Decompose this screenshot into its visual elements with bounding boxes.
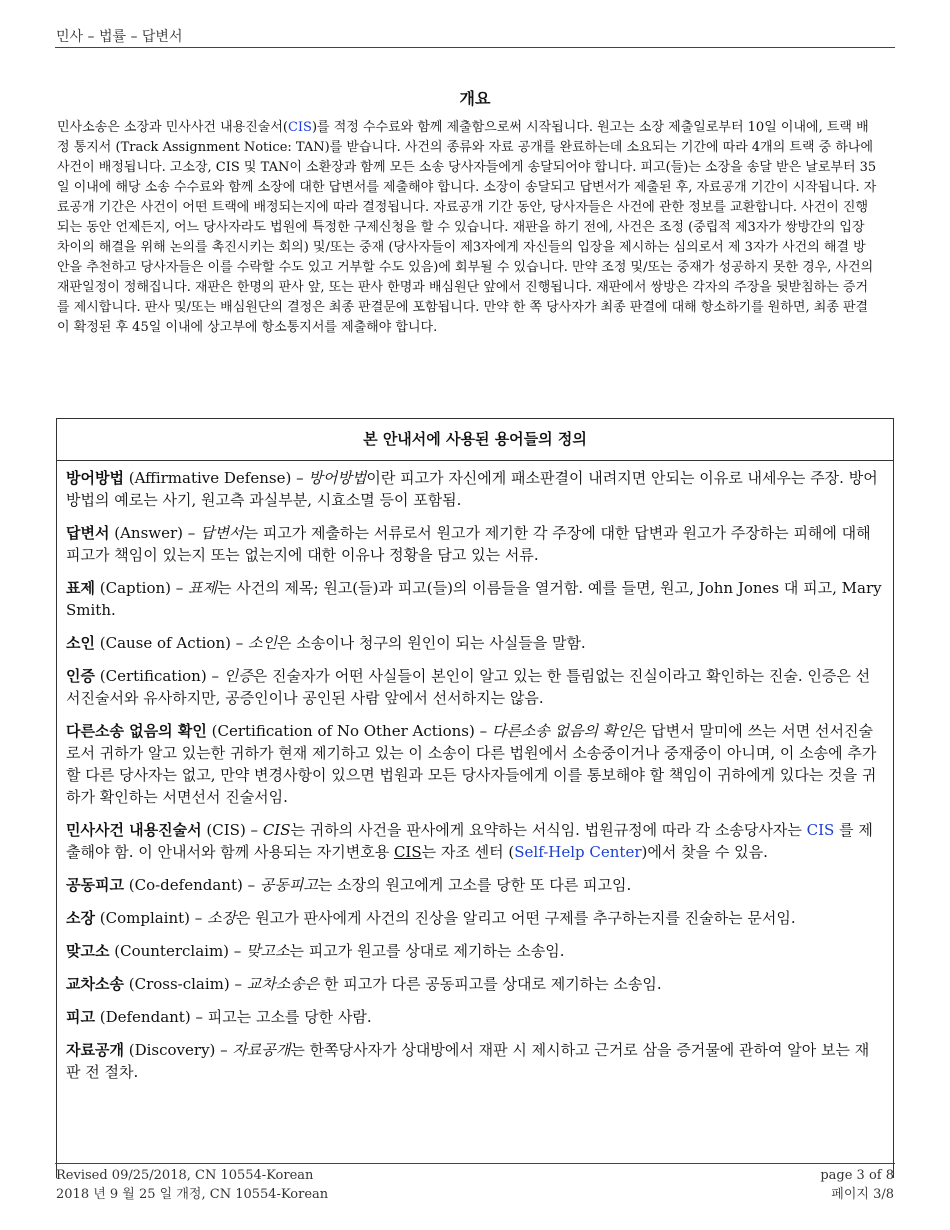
definition-discovery — [66, 1039, 883, 1083]
term-text: 은 답변서 말미에 쓰는 서면 선서진술로서 귀하가 알고 있는한 귀하가 현재 제기하고 있는 이 소송이 다른 법원에서 소송중이거나 중재중이 아니며, 이 소송에 추가할 다른 당사자는 없고, 만약 변경사항이 있으면 법원과 모든 당사자들에게 이를 통보해야 할 책임이 귀하에게 있다는 것을 귀하가 확인하는 서면선서 진술서임. — [66, 722, 877, 806]
definitions-list — [57, 461, 893, 1083]
term-text: 은 원고가 판사에게 사건의 진상을 알리고 어떤 구제를 추구하는지를 진술하는 문서임. — [236, 909, 796, 927]
definitions-box — [56, 418, 894, 1178]
term-italic: CIS — [262, 821, 291, 839]
term-label: 자료공개 — [66, 1041, 124, 1059]
term-label: 소인 — [66, 634, 95, 652]
header-divider — [55, 47, 895, 48]
cis-underlined: CIS — [393, 843, 422, 861]
term-text: 피고는 고소를 당한 사람. — [207, 1008, 372, 1026]
self-help-center-link[interactable]: Self-Help Center — [514, 843, 642, 861]
term-label: 민사사건 내용진술서 — [66, 821, 202, 839]
term-english: (Certification of No Other Actions) – — [206, 722, 492, 740]
term-italic: 다른소송 없음의 확인 — [491, 722, 632, 740]
term-english: (Cause of Action) – — [94, 634, 249, 652]
term-english: (Discovery) – — [123, 1041, 233, 1059]
term-text: )에서 찾을 수 있음. — [641, 843, 768, 861]
definition-caption — [66, 577, 883, 621]
term-english: (CIS) – — [201, 821, 263, 839]
term-label: 소장 — [66, 909, 95, 927]
definition-certification — [66, 665, 883, 709]
term-label: 방어방법 — [66, 469, 124, 487]
term-italic: 교차소송은 — [246, 975, 320, 993]
term-english: (Complaint) – — [94, 909, 208, 927]
overview-text-rest: )를 적정 수수료와 함께 제출함으로써 시작됩니다. 원고는 소장 제출일로부터 10일 이내에, 트랙 배정 통지서 (Track Assignment Notice: TAN)를 받습니다. 사건의 종류와 자료 공개를 완료하는데 소요되는 기간에 따라 4개의 트랙 중 하나에 사건이 배정됩니다. 고소장, CIS 및 TAN이 소환장과 함께 모든 소송 당사자들에게 송달되어야 합니다. 피고(들)는 소장을 송달 받은 날로부터 35일 이내에 해당 소송 수수료와 함께 소장에 대한 답변서를 제출해야 합니다. 소장이 송달되고 답변서가 제출된 후, 자료공개 기간이 시작됩니다. 자료공개 기간은 사건이 어떤 트랙에 배정되는지에 따라 결정됩니다. 자료공개 기간 동안, 당사자들은 사건에 관한 정보를 교환합니다. 사건이 진행되는 동안 언제든지, 어느 당사자라도 법원에 특정한 구제신청을 할 수 있습니다. 재판을 하기 전에, 사건은 조정 (중립적 제3자가 쌍방간의 입장 차이의 해결을 위해 논의를 촉진시키는 회의) 및/또는 중재 (당사자들이 제3자에게 자신들의 입장을 제시하는 심의로서 제 3자가 사건의 해결 방안을 추천하고 당사자들은 이를 수락할 수도 있고 거부할 수도 있음)에 회부될 수 있습니다. 만약 조정 및/또는 중재가 성공하지 못한 경우, 사건의 재판일정이 정해집니다. 재판은 한명의 판사 앞, 또는 판사 한명과 배심원단 앞에서 진행됩니다. 재판에서 쌍방은 각자의 주장을 뒷받침하는 증거를 제시합니다. 판사 및/또는 배심원단의 결정은 최종 판결문에 포함됩니다. 만약 한 쪽 당사자가 최종 판결에 대해 항소하기를 원하면, 최종 판결이 확정된 후 45일 이내에 상고부에 항소통지서를 제출해야 합니다. — [57, 120, 877, 335]
page-number-korean: 페이지 3/8 — [831, 1187, 894, 1202]
definition-defendant — [66, 1006, 883, 1028]
term-label: 공동피고 — [66, 876, 124, 894]
term-label: 답변서 — [66, 524, 110, 542]
term-english: (Defendant) – — [94, 1008, 208, 1026]
term-text: 는 사건의 제목; 원고(들)과 피고(들)의 이름들을 열거함. 예를 들면, 원고, John Jones 대 피고, Mary Smith. — [66, 579, 882, 619]
term-italic: 인증 — [223, 667, 253, 685]
definitions-title: 본 안내서에 사용된 용어들의 정의 — [57, 419, 893, 461]
term-italic: 답변서 — [200, 524, 244, 542]
term-text: 는 피고가 제출하는 서류로서 원고가 제기한 각 주장에 대한 답변과 원고가 주장하는 피해에 대해 피고가 책임이 있는지 또는 없는지에 대한 이유나 정황을 담고 있는 서류. — [66, 524, 871, 564]
definition-co-defendant — [66, 874, 883, 896]
footer-page-number — [820, 1166, 894, 1204]
footer-divider — [55, 1163, 895, 1164]
term-english: (Answer) – — [109, 524, 201, 542]
term-label: 다른소송 없음의 확인 — [66, 722, 207, 740]
term-label: 피고 — [66, 1008, 95, 1026]
term-italic: 방어방법 — [308, 469, 367, 487]
term-english: (Counterclaim) – — [109, 942, 247, 960]
term-italic: 소장 — [207, 909, 237, 927]
page-number-english: page 3 of 8 — [820, 1168, 894, 1183]
footer-revision-korean: 2018 년 9 월 25 일 개정, CN 10554-Korean — [56, 1187, 329, 1202]
term-text: 는 귀하의 사건을 판사에게 요약하는 서식임. 법원규정에 따라 각 소송당사자는 — [290, 821, 807, 839]
term-text: 은 진술자가 어떤 사실들이 본인이 알고 있는 한 틀림없는 진실이라고 확인하는 진술. 인증은 선서진술서와 유사하지만, 공증인이나 공인된 사람 앞에서 선서하지는 않음. — [66, 667, 871, 707]
definition-affirmative-defense — [66, 467, 883, 511]
term-text: 이란 피고가 자신에게 패소판결이 내려지면 안되는 이유로 내세우는 주장. 방어방법의 예로는 사기, 원고측 과실부분, 시효소멸 등이 포함됨. — [66, 469, 878, 509]
definition-cis — [66, 819, 883, 863]
term-english: (Cross-claim) – — [123, 975, 247, 993]
term-text: 는 자조 센터 ( — [421, 843, 515, 861]
cis-link[interactable]: CIS — [287, 120, 312, 135]
term-italic: 소인 — [248, 634, 278, 652]
footer-revision — [56, 1166, 328, 1204]
term-text: 는 피고가 원고를 상대로 제기하는 소송임. — [289, 942, 565, 960]
term-label: 인증 — [66, 667, 95, 685]
overview-text-start: 민사소송은 소장과 민사사건 내용진술서( — [57, 120, 288, 135]
definition-counterclaim — [66, 940, 883, 962]
overview-paragraph — [57, 118, 877, 338]
term-english: (Affirmative Defense) – — [123, 469, 309, 487]
term-english: (Caption) – — [94, 579, 189, 597]
term-italic: 자료공개 — [232, 1041, 291, 1059]
footer-revision-english: Revised 09/25/2018, CN 10554-Korean — [56, 1168, 314, 1183]
definition-certification-no-other-actions — [66, 720, 883, 808]
term-text: 은 소송이나 청구의 원인이 되는 사실들을 말함. — [277, 634, 586, 652]
definition-answer — [66, 522, 883, 566]
definition-complaint — [66, 907, 883, 929]
term-italic: 표제 — [188, 579, 218, 597]
overview-title: 개요 — [459, 89, 491, 108]
term-english: (Co-defendant) – — [123, 876, 260, 894]
term-label: 교차소송 — [66, 975, 124, 993]
term-text: 한 피고가 다른 공동피고를 상대로 제기하는 소송임. — [319, 975, 662, 993]
term-italic: 공동피고 — [259, 876, 318, 894]
term-label: 맞고소 — [66, 942, 110, 960]
term-label: 표제 — [66, 579, 95, 597]
term-italic: 맞고소 — [246, 942, 290, 960]
running-header: 민사 – 법률 – 답변서 — [56, 29, 183, 45]
definition-cause-of-action — [66, 632, 883, 654]
term-text: 는 소장의 원고에게 고소를 당한 또 다른 피고임. — [317, 876, 632, 894]
definition-cross-claim — [66, 973, 883, 995]
term-text: 를 제출해야 함. 이 안내서와 함께 사용되는 자기변호용 — [66, 821, 873, 861]
term-text: 는 한쪽당사자가 상대방에서 재판 시 제시하고 근거로 삼을 증거물에 관하여 알아 보는 재판 전 절차. — [66, 1041, 870, 1081]
term-english: (Certification) – — [94, 667, 224, 685]
cis-link[interactable]: CIS — [806, 821, 835, 839]
